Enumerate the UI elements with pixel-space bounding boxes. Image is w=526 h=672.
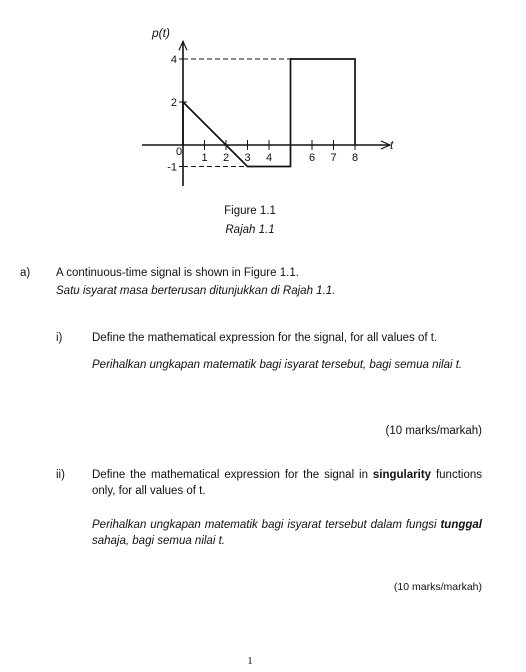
part-i-text-ms: Perihalkan ungkapan matematik bagi isyarat tersebut, bagi semua nilai t. [92,359,463,371]
x-tick-label-1: 1 [201,152,208,164]
figure-caption-en: Figure 1.1 [224,205,276,217]
part-ii-en-bold: singularity [372,469,432,481]
part-ii-ms-before: Perihalkan ungkapan matematik bagi isyarat tersebut dalam fungsi [92,519,441,531]
question-label: a) [20,267,31,279]
part-ii-text-ms [92,517,482,549]
figure-caption [0,203,500,238]
part-ii-en-after: functions only, for all values of t. [92,469,482,497]
part-i-marks: (10 marks/markah) [385,425,482,437]
page-number: 1 [247,655,253,667]
x-tick-label-6: 6 [308,152,316,164]
x-tick-label-7: 7 [330,152,337,164]
x-tick-label-0: 0 [176,146,183,158]
part-ii-ms-after: sahaja, bagi semua nilai t. [92,535,225,547]
x-tick-label-8: 8 [351,152,359,164]
axes [142,41,390,186]
part-i-text-en: Define the mathematical expression for the signal, for all values of t. [92,332,438,344]
x-tick-label-3: 3 [244,152,251,164]
part-ii-en-before: Define the mathematical expression for the signal in [92,469,373,481]
y-axis-label: p(t) [152,26,170,40]
figure-caption-ms: Rajah 1.1 [225,224,275,236]
y-tick-label-4: 4 [170,54,177,66]
question-stem [56,265,496,299]
y-tick-label-2: 2 [170,97,177,109]
part-i-label: i) [56,332,63,344]
part-ii-marks: (10 marks/markah) [393,581,482,593]
x-tick-label-4: 4 [265,152,273,164]
y-tick-label--1: -1 [167,161,177,174]
part-ii-label: ii) [56,469,65,481]
question-stem-en: A continuous-time signal is shown in Figure 1.1. [56,267,299,279]
question-stem-ms: Satu isyarat masa berterusan ditunjukkan di Rajah 1.1. [56,285,336,297]
part-ii-ms-bold: tunggal [440,519,482,531]
figure-1-1-plot [0,0,526,200]
signal-waveform [183,59,355,167]
guide-lines [183,59,355,167]
part-ii-text-en [92,467,482,499]
x-axis-label: t [390,138,394,152]
x-tick-label-2: 2 [222,152,230,164]
signal-line [183,59,355,167]
